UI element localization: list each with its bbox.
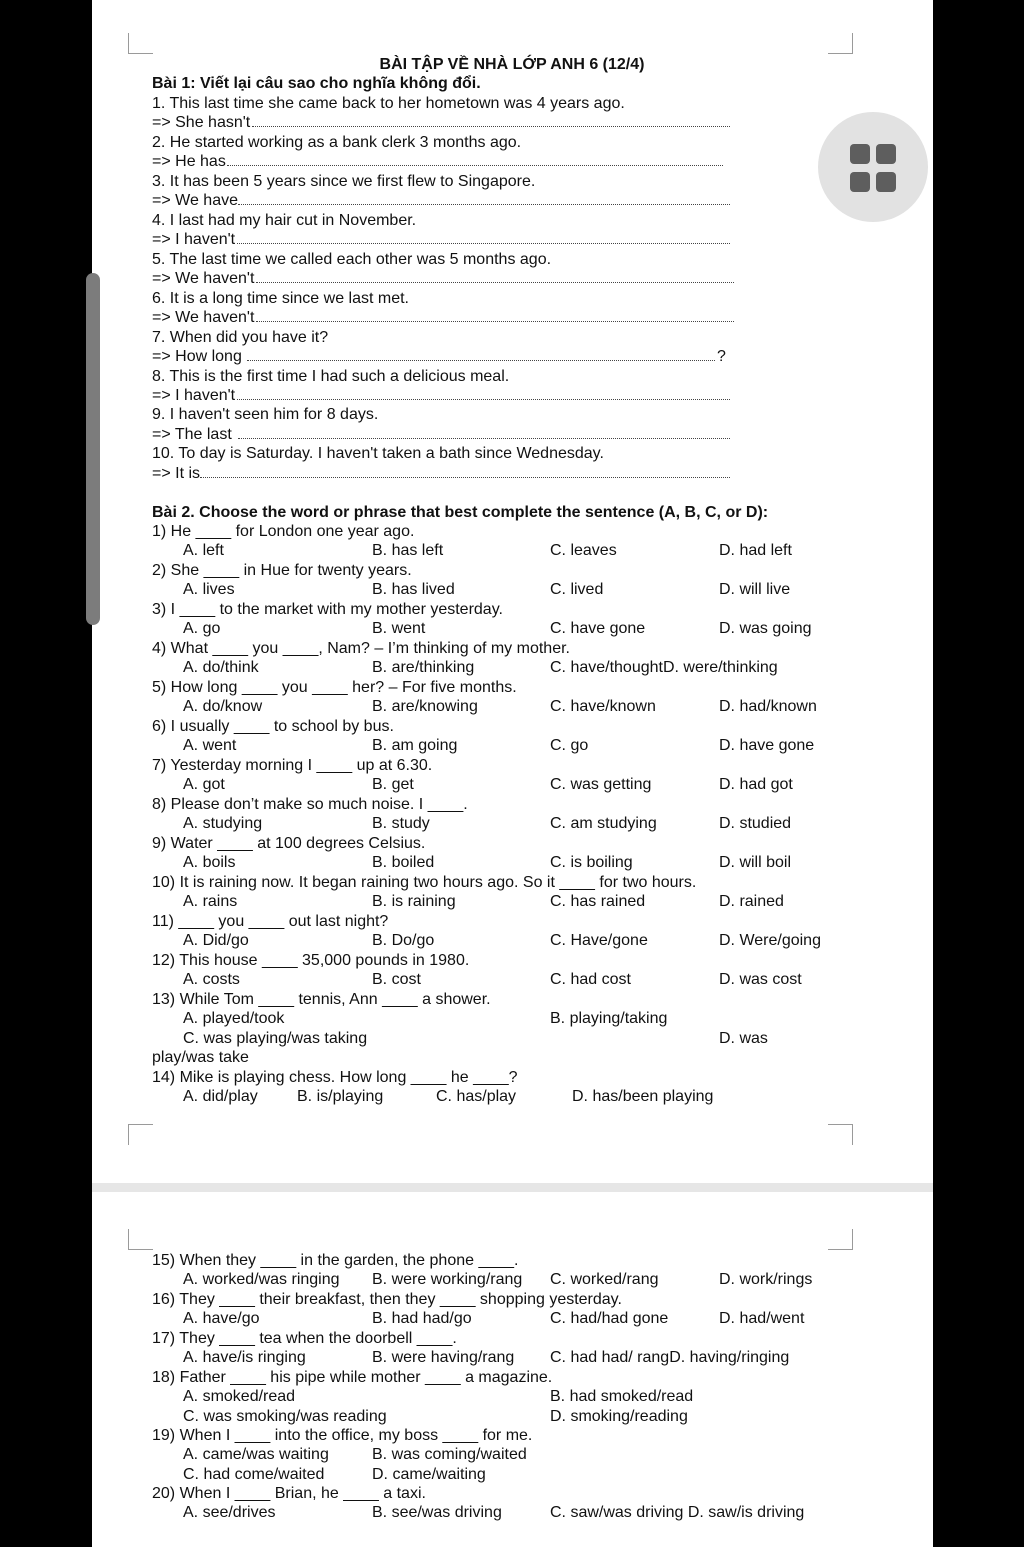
option-a[interactable]: A. go [183, 620, 221, 637]
crop-mark-bottom-left [128, 1124, 153, 1145]
option-a[interactable]: A. did/play [183, 1088, 258, 1105]
option-b[interactable]: B. is/playing [297, 1088, 384, 1105]
option-b[interactable]: B. cost [372, 971, 421, 988]
option-c[interactable]: C. worked/rang [550, 1271, 659, 1288]
exercise-line: 2. He started working as a bank clerk 3 months ago. [152, 134, 522, 151]
question: 9) Water ____ at 100 degrees Celsius. [152, 835, 426, 852]
option-b[interactable]: B. are/knowing [372, 698, 478, 715]
crop-mark-top-right [828, 33, 853, 54]
option-d[interactable]: D. Were/going [719, 932, 821, 949]
option-c[interactable]: C. had come/waited [183, 1466, 325, 1483]
option-d[interactable]: D. came/waiting [372, 1466, 486, 1483]
exercise-line: 7. When did you have it? [152, 329, 329, 346]
option-d[interactable]: D. work/rings [719, 1271, 813, 1288]
option-a[interactable]: A. Did/go [183, 932, 249, 949]
option-b[interactable]: B. has lived [372, 581, 455, 598]
exercise-line: 10. To day is Saturday. I haven't taken a bath since Wednesday. [152, 445, 604, 462]
option-c[interactable]: C. is boiling [550, 854, 633, 871]
option-c[interactable]: C. have gone [550, 620, 646, 637]
option-d[interactable]: D. smoking/reading [550, 1408, 688, 1425]
option-d[interactable]: D. had/known [719, 698, 817, 715]
option-d[interactable]: D. will boil [719, 854, 792, 871]
option-d[interactable]: D. rained [719, 893, 784, 910]
exercise-line: 5. The last time we called each other was 5 months ago. [152, 251, 552, 268]
option-b[interactable]: B. had smoked/read [550, 1388, 694, 1405]
option-a[interactable]: A. worked/was ringing [183, 1271, 340, 1288]
page-gap [92, 1183, 933, 1192]
option-a[interactable]: A. do/think [183, 659, 259, 676]
option-a[interactable]: A. have/go [183, 1310, 260, 1327]
answer-blank[interactable] [200, 477, 730, 478]
option-a[interactable]: A. left [183, 542, 224, 559]
answer-blank[interactable] [256, 282, 734, 283]
option-b[interactable]: B. went [372, 620, 426, 637]
option-a[interactable]: A. costs [183, 971, 240, 988]
option-a[interactable]: A. smoked/read [183, 1388, 296, 1405]
option-b[interactable]: B. were having/rang [372, 1349, 515, 1366]
option-c[interactable]: C. was smoking/was reading [183, 1408, 387, 1425]
question: 16) They ____ their breakfast, then they ____ shopping yesterday. [152, 1291, 622, 1308]
option-d[interactable]: D. was going [719, 620, 812, 637]
grid-menu-button[interactable] [818, 112, 928, 222]
option-d[interactable]: D. was [719, 1030, 768, 1047]
answer-line: => It is [152, 465, 201, 482]
option-a[interactable]: A. rains [183, 893, 238, 910]
option-b[interactable]: B. Do/go [372, 932, 435, 949]
option-d[interactable]: D. have gone [719, 737, 815, 754]
option-d[interactable]: D. will live [719, 581, 791, 598]
option-d[interactable]: D. had/went [719, 1310, 805, 1327]
option-c[interactable]: C. leaves [550, 542, 617, 559]
option-d[interactable]: D. has/been playing [572, 1088, 714, 1105]
answer-line: => The last [152, 426, 232, 443]
option-c[interactable]: C. was getting [550, 776, 652, 793]
answer-line: => She hasn't [152, 114, 251, 131]
question: 13) While Tom ____ tennis, Ann ____ a shower. [152, 991, 491, 1008]
question-mark: ? [717, 348, 726, 365]
crop-mark-bottom-right [828, 1124, 853, 1145]
option-b[interactable]: B. am going [372, 737, 458, 754]
option-d[interactable]: D. had got [719, 776, 793, 793]
option-b[interactable]: B. playing/taking [550, 1010, 668, 1027]
option-a[interactable]: A. have/is ringing [183, 1349, 306, 1366]
crop-mark-top-right-page2 [828, 1229, 853, 1250]
option-b[interactable]: B. has left [372, 542, 444, 559]
option-c-d[interactable]: C. had had/ rangD. having/ringing [550, 1349, 790, 1366]
option-d[interactable]: D. was cost [719, 971, 802, 988]
question: 6) I usually ____ to school by bus. [152, 718, 394, 735]
answer-blank[interactable] [252, 126, 730, 127]
answer-blank[interactable] [247, 360, 715, 361]
option-c[interactable]: C. had cost [550, 971, 631, 988]
option-b[interactable]: B. study [372, 815, 430, 832]
question: 10) It is raining now. It began raining two hours ago. So it ____ for two hours. [152, 874, 697, 891]
question: 19) When I ____ into the office, my boss ____ for me. [152, 1427, 533, 1444]
question: 7) Yesterday morning I ____ up at 6.30. [152, 757, 433, 774]
option-b[interactable]: B. boiled [372, 854, 435, 871]
option-a[interactable]: A. studying [183, 815, 263, 832]
question: 14) Mike is playing chess. How long ____ he ____? [152, 1069, 518, 1086]
option-b[interactable]: B. was coming/waited [372, 1446, 527, 1463]
exercise-line: 6. It is a long time since we last met. [152, 290, 409, 307]
answer-line: => I haven't [152, 387, 236, 404]
part1-heading: Bài 1: Viết lại câu sao cho nghĩa không đổi. [152, 75, 481, 92]
answer-blank[interactable] [256, 321, 734, 322]
question: 15) When they ____ in the garden, the phone ____. [152, 1252, 519, 1269]
option-b[interactable]: B. get [372, 776, 414, 793]
answer-line: => We haven't [152, 309, 255, 326]
part2-heading: Bài 2. Choose the word or phrase that best complete the sentence (A, B, C, or D): [152, 504, 769, 521]
question: 20) When I ____ Brian, he ____ a taxi. [152, 1485, 426, 1502]
option-b[interactable]: B. see/was driving [372, 1504, 502, 1521]
question: 17) They ____ tea when the doorbell ____. [152, 1330, 457, 1347]
page-title: BÀI TẬP VỀ NHÀ LỚP ANH 6 (12/4) [379, 56, 645, 73]
option-a[interactable]: A. went [183, 737, 237, 754]
option-c[interactable]: C. Have/gone [550, 932, 648, 949]
exercise-line: 8. This is the first time I had such a delicious meal. [152, 368, 510, 385]
option-c[interactable]: C. was playing/was taking [183, 1030, 368, 1047]
option-c[interactable]: C. has/play [436, 1088, 517, 1105]
question: 8) Please don’t make so much noise. I ____. [152, 796, 468, 813]
answer-blank[interactable] [238, 204, 730, 205]
option-b[interactable]: B. is raining [372, 893, 456, 910]
question: 1) He ____ for London one year ago. [152, 523, 415, 540]
option-c[interactable]: C. go [550, 737, 589, 754]
option-b[interactable]: B. are/thinking [372, 659, 475, 676]
crop-mark-top-left-page2 [128, 1229, 153, 1250]
answer-blank[interactable] [237, 399, 730, 400]
exercise-line: 9. I haven't seen him for 8 days. [152, 406, 379, 423]
answer-blank[interactable] [238, 438, 730, 439]
option-c-d[interactable]: C. saw/was driving D. saw/is driving [550, 1504, 805, 1521]
question: 4) What ____ you ____, Nam? – I’m thinking of my mother. [152, 640, 570, 657]
option-a[interactable]: A. see/drives [183, 1504, 276, 1521]
answer-blank[interactable] [237, 243, 730, 244]
option-c[interactable]: C. have/known [550, 698, 656, 715]
option-c-d[interactable]: C. have/thoughtD. were/thinking [550, 659, 778, 676]
option-b[interactable]: B. had had/go [372, 1310, 472, 1327]
question: 12) This house ____ 35,000 pounds in 1980. [152, 952, 470, 969]
option-a[interactable]: A. boils [183, 854, 236, 871]
option-c[interactable]: C. had/had gone [550, 1310, 669, 1327]
answer-line: => He has [152, 153, 226, 170]
answer-blank[interactable] [227, 165, 723, 166]
scrollbar-thumb[interactable] [86, 273, 100, 625]
option-a[interactable]: A. lives [183, 581, 235, 598]
option-d[interactable]: D. studied [719, 815, 792, 832]
question: 3) I ____ to the market with my mother yesterday. [152, 601, 503, 618]
option-c[interactable]: C. has rained [550, 893, 646, 910]
answer-line: => We haven't [152, 270, 255, 287]
option-c[interactable]: C. lived [550, 581, 604, 598]
option-a[interactable]: A. got [183, 776, 225, 793]
answer-line: => How long [152, 348, 242, 365]
crop-mark-top-left [128, 33, 153, 54]
question: 18) Father ____ his pipe while mother ____ a magazine. [152, 1369, 553, 1386]
option-c[interactable]: C. am studying [550, 815, 657, 832]
option-a[interactable]: A. do/know [183, 698, 263, 715]
option-b[interactable]: B. were working/rang [372, 1271, 523, 1288]
option-a[interactable]: A. came/was waiting [183, 1446, 329, 1463]
question: 11) ____ you ____ out last night? [152, 913, 389, 930]
question: 2) She ____ in Hue for twenty years. [152, 562, 412, 579]
exercise-line: 3. It has been 5 years since we first flew to Singapore. [152, 173, 536, 190]
exercise-line: 4. I last had my hair cut in November. [152, 212, 417, 229]
option-d[interactable]: D. had left [719, 542, 792, 559]
exercise-line: 1. This last time she came back to her hometown was 4 years ago. [152, 95, 625, 112]
option-d-continued: play/was take [152, 1049, 249, 1066]
answer-line: => I haven't [152, 231, 236, 248]
option-a[interactable]: A. played/took [183, 1010, 285, 1027]
answer-line: => We have [152, 192, 238, 209]
question: 5) How long ____ you ____ her? – For five months. [152, 679, 517, 696]
